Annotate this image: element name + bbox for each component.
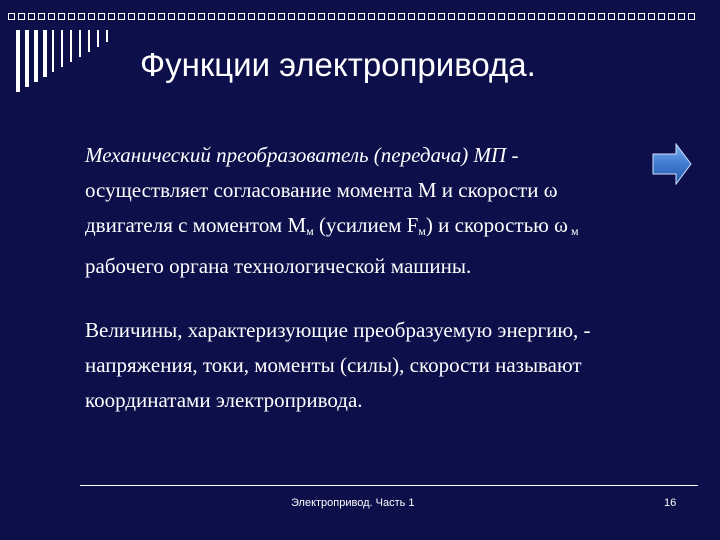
decorative-square xyxy=(259,14,265,20)
decorative-square xyxy=(389,14,395,20)
decorative-square xyxy=(459,14,465,20)
decorative-square xyxy=(89,14,95,20)
decorative-bar xyxy=(34,30,38,82)
decorative-square xyxy=(609,14,615,20)
decorative-square xyxy=(219,14,225,20)
paragraph-transmission xyxy=(85,138,685,284)
text-fragment: (усилием F xyxy=(313,213,419,237)
decorative-square xyxy=(269,14,275,20)
decorative-square xyxy=(409,14,415,20)
term-mechanical-converter: Механический преобразователь (передача) МП xyxy=(85,143,507,167)
footer-course-title: Электропривод. Часть 1 xyxy=(291,497,415,509)
decorative-square-row xyxy=(8,13,698,21)
decorative-square xyxy=(509,14,515,20)
decorative-square xyxy=(349,14,355,20)
decorative-square xyxy=(19,14,25,20)
decorative-square xyxy=(399,14,405,20)
decorative-square xyxy=(589,14,595,20)
decorative-square xyxy=(379,14,385,20)
decorative-square xyxy=(479,14,485,20)
text-fragment: ) и скоростью ω xyxy=(425,213,568,237)
slide-title: Функции электропривода. xyxy=(140,46,536,83)
decorative-square xyxy=(179,14,185,20)
decorative-square xyxy=(99,14,105,20)
paragraph-line xyxy=(85,208,685,249)
decorative-square xyxy=(119,14,125,20)
decorative-square xyxy=(69,14,75,20)
decorative-square xyxy=(679,14,685,20)
decorative-square xyxy=(199,14,205,20)
decorative-bars xyxy=(16,30,136,92)
decorative-square xyxy=(559,14,565,20)
decorative-bar xyxy=(52,30,54,72)
decorative-bar xyxy=(25,30,29,87)
decorative-square xyxy=(599,14,605,20)
decorative-square xyxy=(239,14,245,20)
decorative-square xyxy=(419,14,425,20)
subscript: м xyxy=(306,224,314,238)
decorative-square xyxy=(429,14,435,20)
paragraph-line xyxy=(85,138,685,173)
decorative-square xyxy=(549,14,555,20)
decorative-bar xyxy=(61,30,63,67)
paragraph-line: осуществляет согласование момента М и скорости ω xyxy=(85,178,558,202)
decorative-square xyxy=(169,14,175,20)
decorative-square xyxy=(59,14,65,20)
decorative-square xyxy=(329,14,335,20)
decorative-square xyxy=(539,14,545,20)
decorative-bar xyxy=(97,30,99,47)
decorative-bar xyxy=(106,30,108,42)
decorative-square xyxy=(309,14,315,20)
decorative-square xyxy=(49,14,55,20)
decorative-square xyxy=(579,14,585,20)
page-number: 16 xyxy=(664,497,677,509)
decorative-square xyxy=(289,14,295,20)
decorative-square xyxy=(279,14,285,20)
decorative-square xyxy=(529,14,535,20)
right-arrow-icon[interactable] xyxy=(652,143,692,185)
decorative-square xyxy=(109,14,115,20)
decorative-square xyxy=(189,14,195,20)
decorative-square xyxy=(229,14,235,20)
decorative-square xyxy=(689,14,695,20)
decorative-bar xyxy=(16,30,20,92)
decorative-square xyxy=(339,14,345,20)
decorative-square xyxy=(249,14,255,20)
decorative-square xyxy=(499,14,505,20)
decorative-square xyxy=(619,14,625,20)
decorative-square xyxy=(469,14,475,20)
paragraph-coordinates xyxy=(85,313,685,418)
decorative-square xyxy=(659,14,665,20)
decorative-square xyxy=(519,14,525,20)
decorative-bar xyxy=(70,30,72,62)
subscript: м xyxy=(567,224,579,238)
text-fragment: двигателя с моментом М xyxy=(85,213,307,237)
decorative-square xyxy=(439,14,445,20)
decorative-square xyxy=(359,14,365,20)
decorative-square xyxy=(39,14,45,20)
decorative-square xyxy=(159,14,165,20)
decorative-square xyxy=(569,14,575,20)
paragraph-line: напряжения, токи, моменты (силы), скорости называют xyxy=(85,353,582,377)
decorative-square xyxy=(369,14,375,20)
decorative-square xyxy=(149,14,155,20)
footer-divider xyxy=(80,485,698,486)
decorative-square xyxy=(129,14,135,20)
decorative-square xyxy=(669,14,675,20)
decorative-square xyxy=(79,14,85,20)
paragraph-line: координатами электропривода. xyxy=(85,388,363,412)
paragraph-line: Величины, характеризующие преобразуемую энергию, - xyxy=(85,318,591,342)
decorative-bar xyxy=(79,30,81,57)
decorative-square xyxy=(629,14,635,20)
decorative-square xyxy=(449,14,455,20)
subscript: м xyxy=(418,224,426,238)
decorative-square xyxy=(299,14,305,20)
decorative-square xyxy=(649,14,655,20)
decorative-square xyxy=(639,14,645,20)
decorative-bar xyxy=(43,30,47,77)
decorative-square xyxy=(209,14,215,20)
decorative-square xyxy=(9,14,15,20)
decorative-square xyxy=(139,14,145,20)
decorative-square xyxy=(29,14,35,20)
paragraph-line: рабочего органа технологической машины. xyxy=(85,254,472,278)
decorative-square xyxy=(319,14,325,20)
decorative-bar xyxy=(88,30,90,52)
dash: - xyxy=(506,143,519,167)
decorative-square xyxy=(489,14,495,20)
